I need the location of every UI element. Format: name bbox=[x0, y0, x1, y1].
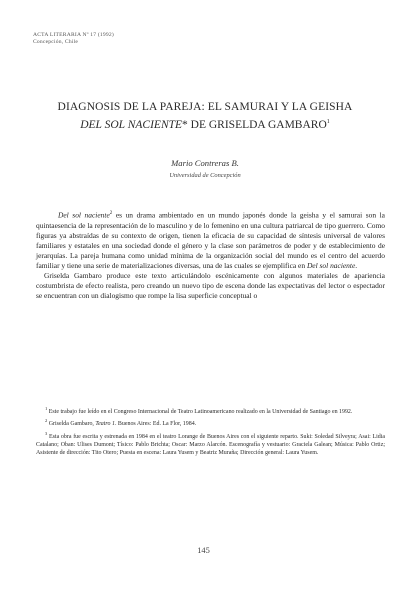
footnote-1: $^1$ Este trabajo fue leído en el Congreso Internacional de Teatro Latinoamericano realizado en la Universidad de Santiago en 1992. bbox=[45, 406, 353, 415]
author-affiliation: Universidad de Concepción bbox=[169, 172, 241, 179]
body-paragraph-1: Del sol naciente$^2$ es un drama ambientado en un mundo japonés donde la geisha y el samurai son la quintaesencia de la representación de lo masculino y de lo femenino en una cultura patriarcal de tipo guerrero. Como figuras ya abstraídas de su contexto de origen, tienen la eficacia de su capacidad de síntesis universal de valores familiares y estatales en una sociedad donde el género y la clase son parámetros de poder y de establecimiento de jerarquías. La pareja humana como unidad mínima de la organización social del mundo es el centro del acuerdo familiar y tiene una serie de materializaciones diversas, una de las cuales se ejemplifica en Del sol naciente. bbox=[36, 210, 385, 270]
page-number: 145 bbox=[197, 546, 210, 555]
footnote-2: $^2$ Griselda Gambaro, Teatro 1. Buenos Aires: Ed. La Flor, 1984. bbox=[45, 418, 197, 428]
journal-name: ACTA LITERARIA Nº 17 (1992) bbox=[33, 32, 114, 38]
journal-place: Concepción, Chile bbox=[33, 39, 79, 45]
footnotes bbox=[36, 405, 385, 458]
title-footnote-mark: 1 bbox=[326, 119, 330, 125]
title-line-1: DIAGNOSIS DE LA PAREJA: EL SAMURAI Y LA GEISHA bbox=[57, 101, 353, 113]
body-paragraph-2: Griselda Gambaro produce este texto articulándolo escénicamente con algunos materiales de apariencia costumbrista de efecto realista, pero creando un nuevo tipo de escena donde las expectativas del lector o espectador se encuentran con un dialogismo que rompe la lisa superficie conceptual o bbox=[36, 270, 385, 300]
title-line-2 bbox=[30, 115, 380, 133]
author-name: Mario Contreras B. bbox=[171, 158, 239, 168]
footnote-ref-2: 2 bbox=[109, 211, 113, 216]
running-header bbox=[33, 32, 114, 46]
title-line-2-rest: * DE GRISELDA GAMBARO bbox=[182, 118, 327, 131]
work-title-ref: Del sol naciente bbox=[306, 260, 356, 270]
footnote-3: $^3$ Esta obra fue escrita y estrenada en 1984 en el teatro Lorange de Buenos Aires con el siguiente reparto. Suki: Soledad Silveyra; Asai: Lidia Catalano; Oban: Ulises Dumont; Tísico: Pablo Brichta; Oscar: Marzo Alarcón. Escenografía y vestuario: Graciela Galean; Música: Pablo Ortiz; Asistente de dirección: Tito Otero; Puesta en escena: Laura Yusem y Beatriz Muraña; Dirección general: Laura Yusem. bbox=[36, 430, 385, 456]
work-title-ref: Del sol naciente bbox=[58, 210, 110, 220]
article-body bbox=[36, 209, 385, 301]
title-work-name: DEL SOL NACIENTE bbox=[80, 118, 183, 131]
article-title bbox=[30, 100, 380, 133]
